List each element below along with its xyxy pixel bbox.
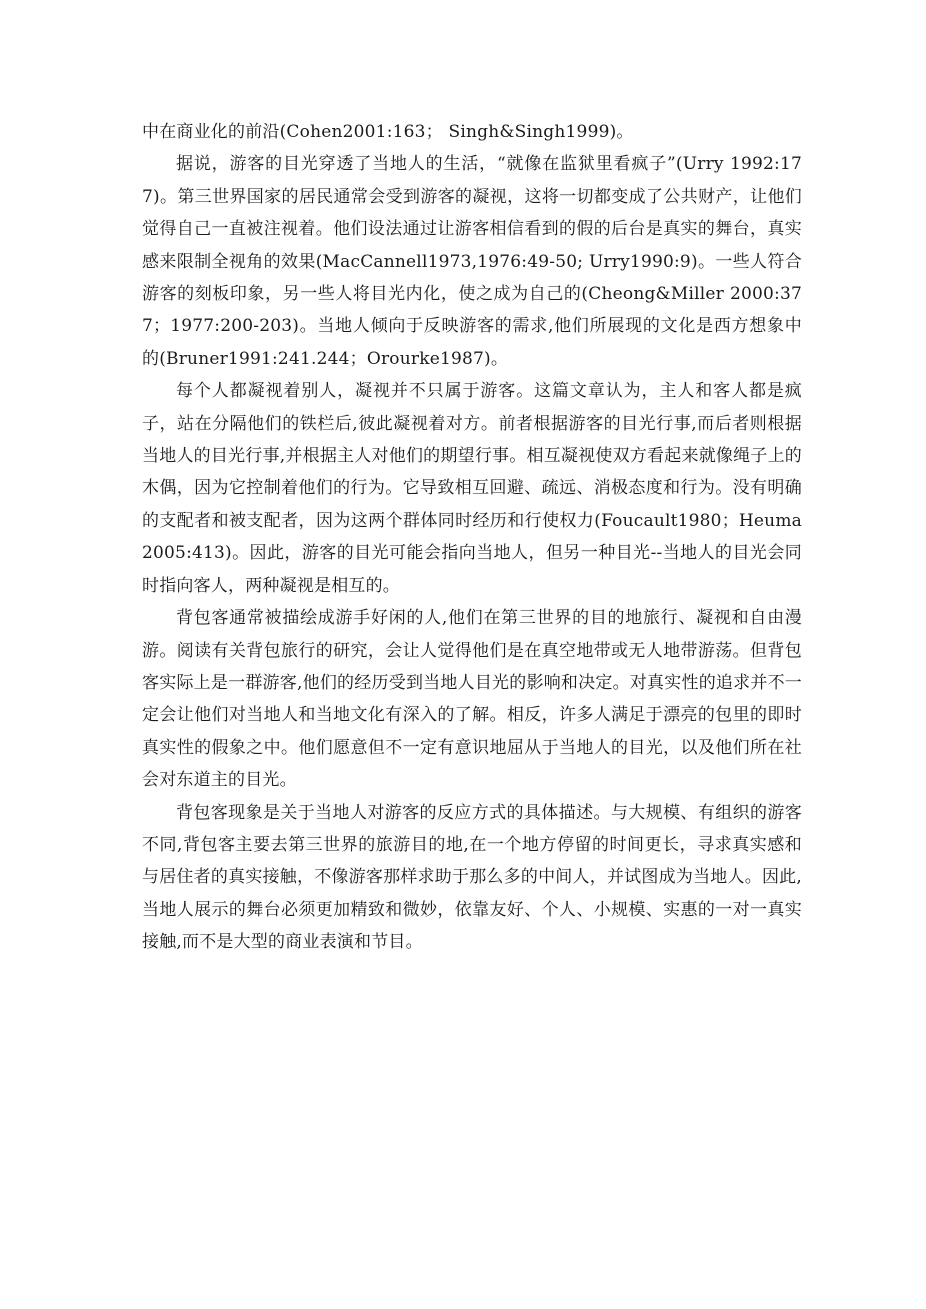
paragraph-backpacker-phenomenon: 背包客现象是关于当地人对游客的反应方式的具体描述。与大规模、有组织的游客不同,背包客主要去第三世界的旅游目的地,在一个地方停留的时间更长，寻求真实感和与居住者的真实接触，不像游客那样求助于那么多的中间人，并试图成为当地人。因此,当地人展示的舞台必须更加精致和微妙，依靠友好、个人、小规模、实惠的一对一真实接触,而不是大型的商业表演和节目。 (142, 802, 802, 953)
paragraph-continuation: 中在商业化的前沿(Cohen2001:163； Singh&Singh1999)。 (142, 122, 634, 142)
paragraph-tourist-gaze: 据说，游客的目光穿透了当地人的生活，“就像在监狱里看疯子”(Urry 1992:177)。第三世界国家的居民通常会受到游客的凝视，这将一切都变成了公共财产，让他们觉得自己一直被注视着。他们设法通过让游客相信看到的假的后台是真实的舞台，真实感来限制全视角的效果(MacCannell1973,1976:49-50; Urry1990:9)。一些人符合游客的刻板印象，另一些人将目光内化，使之成为自己的(Cheong&Miller 2000:377；1977:200-203)。当地人倾向于反映游客的需求,他们所展现的文化是西方想象中的(Bruner1991:241.244；Orourke1987)。 (142, 154, 802, 369)
paragraph-mutual-gaze: 每个人都凝视着别人，凝视并不只属于游客。这篇文章认为，主人和客人都是疯子，站在分隔他们的铁栏后,彼此凝视着对方。前者根据游客的目光行事,而后者则根据当地人的目光行事,并根据主人对他们的期望行事。相互凝视使双方看起来就像绳子上的木偶，因为它控制着他们的行为。它导致相互回避、疏远、消极态度和行为。没有明确的支配者和被支配者，因为这两个群体同时经历和行使权力(Foucault1980；Heuma2005:413)。因此，游客的目光可能会指向当地人，但另一种目光--当地人的目光会同时指向客人，两种凝视是相互的。 (142, 381, 802, 596)
paragraph-backpackers: 背包客通常被描绘成游手好闲的人,他们在第三世界的目的地旅行、凝视和自由漫游。阅读有关背包旅行的研究，会让人觉得他们是在真空地带或无人地带游荡。但背包客实际上是一群游客,他们的经历受到当地人目光的影响和决定。对真实性的追求并不一定会让他们对当地人和当地文化有深入的了解。相反，许多人满足于漂亮的包里的即时真实性的假象之中。他们愿意但不一定有意识地屈从于当地人的目光，以及他们所在社会对东道主的目光。 (142, 608, 802, 791)
document-body (142, 116, 802, 959)
